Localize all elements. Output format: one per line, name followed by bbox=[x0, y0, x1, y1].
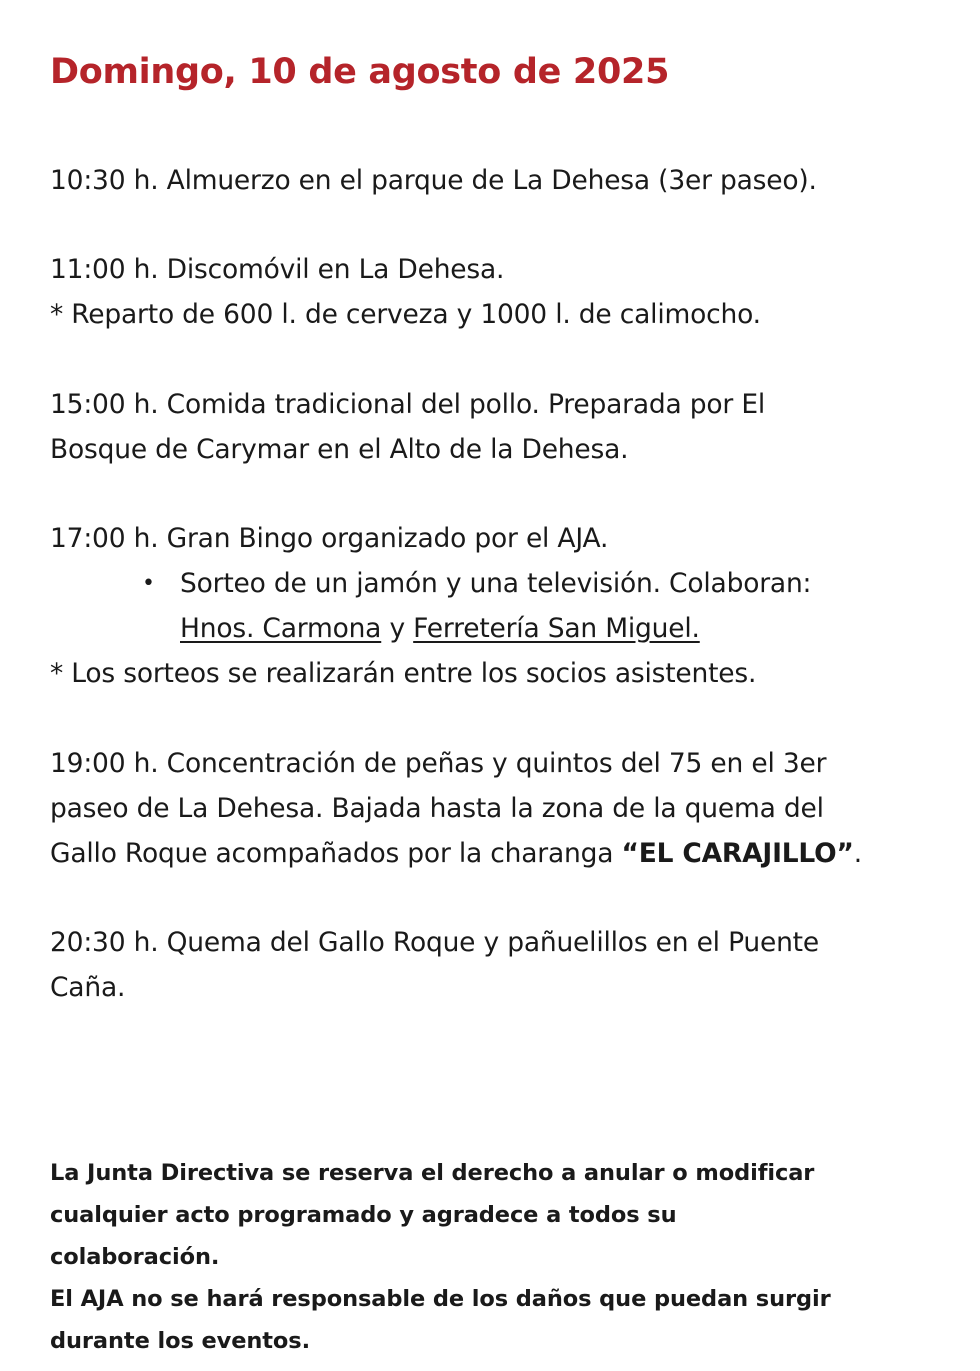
event-note: * Reparto de 600 l. de cerveza y 1000 l. de calimocho. bbox=[50, 299, 761, 330]
event-text: paseo de La Dehesa. Bajada hasta la zona de la quema del bbox=[50, 793, 824, 824]
event-text-suffix: . bbox=[853, 838, 862, 869]
event-text: 10:30 h. Almuerzo en el parque de La Dehesa (3er paseo). bbox=[50, 165, 817, 196]
event-text: 15:00 h. Comida tradicional del pollo. Preparada por El bbox=[50, 389, 766, 420]
page-title: Domingo, 10 de agosto de 2025 bbox=[50, 52, 670, 92]
charanga-name: “EL CARAJILLO” bbox=[621, 838, 854, 869]
sponsor-link-ferreteria[interactable]: Ferretería San Miguel. bbox=[413, 613, 700, 644]
notice-line: La Junta Directiva se reserva el derecho a anular o modificar bbox=[50, 1160, 815, 1186]
event-text: 19:00 h. Concentración de peñas y quintos del 75 en el 3er bbox=[50, 748, 827, 779]
notice-line: El AJA no se hará responsable de los daños que puedan surgir bbox=[50, 1286, 831, 1312]
event-text: 11:00 h. Discomóvil en La Dehesa. bbox=[50, 254, 505, 285]
event-note: * Los sorteos se realizarán entre los socios asistentes. bbox=[50, 658, 757, 689]
event-text-charanga bbox=[50, 831, 862, 876]
sponsors-line bbox=[180, 606, 700, 651]
sponsor-connector: y bbox=[381, 613, 414, 644]
notice-line: colaboración. bbox=[50, 1244, 220, 1270]
notice-line: durante los eventos. bbox=[50, 1328, 311, 1354]
bullet-text: Sorteo de un jamón y una televisión. Colaboran: bbox=[180, 568, 812, 599]
event-text-prefix: Gallo Roque acompañados por la charanga bbox=[50, 838, 622, 869]
sponsor-link-carmona[interactable]: Hnos. Carmona bbox=[180, 613, 382, 644]
event-text: Caña. bbox=[50, 972, 126, 1003]
event-text: Bosque de Carymar en el Alto de la Dehesa. bbox=[50, 434, 629, 465]
bullet-icon: • bbox=[142, 571, 155, 596]
event-text: 20:30 h. Quema del Gallo Roque y pañuelillos en el Puente bbox=[50, 927, 819, 958]
notice-line: cualquier acto programado y agradece a todos su bbox=[50, 1202, 677, 1228]
event-text: 17:00 h. Gran Bingo organizado por el AJA. bbox=[50, 523, 609, 554]
